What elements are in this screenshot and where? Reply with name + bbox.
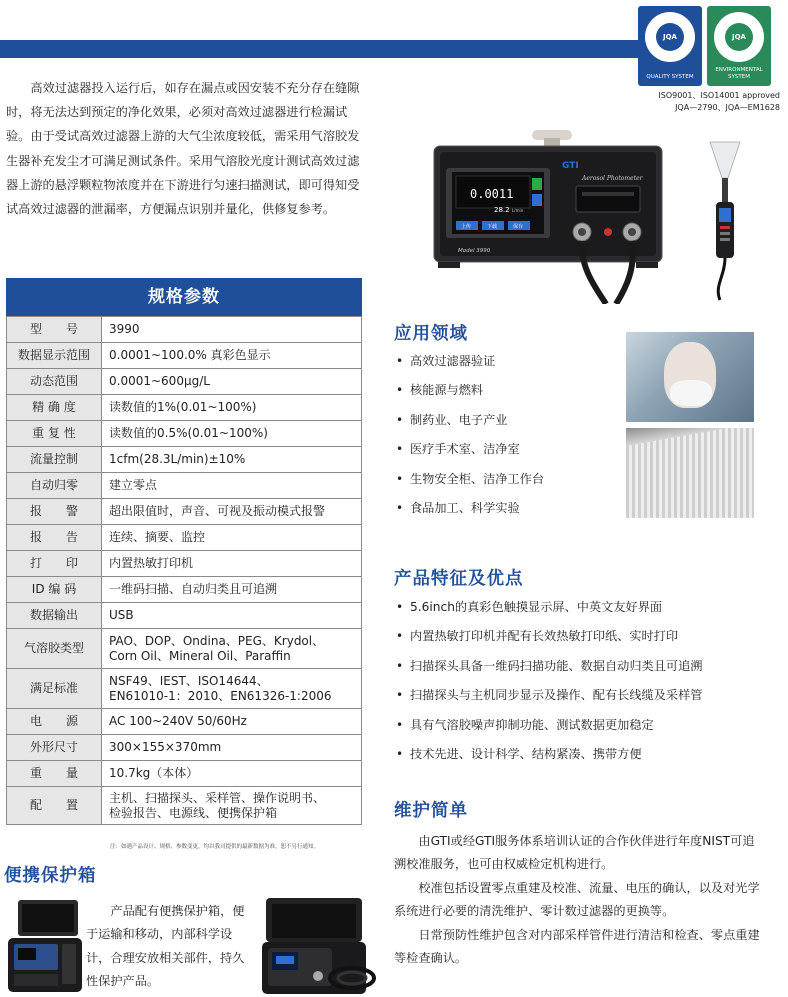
spec-row	[7, 603, 362, 629]
jqa-seal-icon: JQA	[714, 12, 764, 62]
svg-text:保存: 保存	[513, 224, 524, 230]
svg-text:上传: 上传	[461, 224, 472, 230]
cert-note-line1: ISO9001、ISO14001 approved	[658, 91, 780, 100]
spec-label: 外形尺寸	[7, 735, 102, 761]
spec-row	[7, 447, 362, 473]
maintenance-text	[394, 830, 760, 970]
spec-row	[7, 369, 362, 395]
spec-value: NSF49、IEST、ISO14644、 EN61010-1：2010、EN61326-1:2006	[102, 669, 362, 709]
spec-label: 配 置	[7, 787, 102, 825]
spec-label: 型 号	[7, 317, 102, 343]
case-description: 产品配有便携保护箱，便于运输和移动，内部科学设计，合理安放相关部件，持久性保护产品。	[86, 904, 245, 989]
spec-value: 一维码扫描、自动归类且可追溯	[102, 577, 362, 603]
features-item: • 5.6inch的真彩色触摸显示屏、中英文友好界面	[396, 598, 766, 627]
spec-row	[7, 317, 362, 343]
spec-row	[7, 787, 362, 825]
spec-label: 重 量	[7, 761, 102, 787]
spec-label: 电 源	[7, 709, 102, 735]
cert-note-line2: JQA—2790、JQA—EM1628	[675, 103, 780, 112]
spec-label: ID 编 码	[7, 577, 102, 603]
features-item: • 扫描探头与主机同步显示及操作、配有长线缆及采样管	[396, 686, 766, 715]
maintenance-paragraph-1: 由GTI或经GTI服务体系培训认证的合作伙伴进行年度NIST可追溯校准服务，也可由权威检定机构进行。	[394, 834, 755, 872]
spec-value: 读数值的1%(0.01~100%)	[102, 395, 362, 421]
spec-label: 动态范围	[7, 369, 102, 395]
spec-value: 超出限值时，声音、可视及振动模式报警	[102, 499, 362, 525]
spec-row	[7, 629, 362, 669]
scan-probe-image	[700, 140, 750, 302]
intro-paragraph: 高效过滤器投入运行后，如存在漏点或因安装不充分存在缝隙时，将无法达到预定的净化效果，必须对高效过滤器进行检漏试验。由于受试高效过滤器上游的大气尘浓度较低，需采用气溶胶发生器补充发尘才可满足测试条件。采用气溶胶光度计测试高效过滤器上游的悬浮颗粒物浓度并在下游进行匀速扫描测试，即可得知受试高效过滤器的泄漏率，方便漏点识别并量化，供修复参考。	[6, 81, 360, 217]
applications-item: • 医疗手术室、洁净室	[396, 440, 622, 469]
spec-table-section	[6, 278, 362, 840]
header-bar	[0, 40, 640, 58]
spec-row	[7, 525, 362, 551]
applications-item: • 食品加工、科学实验	[396, 499, 622, 528]
spec-row	[7, 421, 362, 447]
spec-value: USB	[102, 603, 362, 629]
spec-label: 流量控制	[7, 447, 102, 473]
screen-flow-unit: L/min	[512, 208, 524, 213]
features-item: • 内置热敏打印机并配有长效热敏打印纸、实时打印	[396, 627, 766, 656]
applications-item: • 核能源与燃料	[396, 381, 622, 410]
spec-label: 报 告	[7, 525, 102, 551]
spec-label: 数据输出	[7, 603, 102, 629]
features-item: • 具有气溶胶噪声抑制功能、测试数据更加稳定	[396, 716, 766, 745]
spec-label: 数据显示范围	[7, 343, 102, 369]
environmental-cert-label: ENVIRONMENTAL SYSTEM	[715, 67, 763, 80]
spec-row	[7, 343, 362, 369]
spec-row	[7, 499, 362, 525]
quality-cert-label: QUALITY SYSTEM	[646, 74, 694, 80]
spec-row	[7, 473, 362, 499]
spec-row	[7, 577, 362, 603]
spec-row	[7, 669, 362, 709]
device-panel-label: Aerosol Photometer	[582, 175, 643, 182]
spec-label: 自动归零	[7, 473, 102, 499]
cleanroom-worker-photo	[626, 332, 754, 422]
maintenance-paragraph-2: 校准包括设置零点重建及校准、流量、电压的确认，以及对光学系统进行必要的清洗维护、零计数过滤器的更换等。	[394, 880, 760, 919]
spec-value: 内置热敏打印机	[102, 551, 362, 577]
spec-row	[7, 761, 362, 787]
hepa-filter-photo	[626, 428, 754, 518]
screen-flow: 28.2	[494, 206, 510, 214]
applications-item: • 高效过滤器验证	[396, 352, 622, 381]
spec-row	[7, 395, 362, 421]
cert-note	[608, 90, 780, 114]
spec-row	[7, 735, 362, 761]
applications-item: • 生物安全柜、洁净工作台	[396, 470, 622, 499]
features-list	[396, 598, 766, 774]
features-title: 产品特征及优点	[394, 569, 524, 589]
spec-table-title: 规格参数	[6, 278, 362, 316]
case-title: 便携保护箱	[4, 866, 97, 886]
spec-value: 主机、扫描探头、采样管、操作说明书、 检验报告、电源线、便携保护箱	[102, 787, 362, 825]
maintenance-title: 维护简单	[394, 801, 468, 821]
aerosol-photometer-image	[430, 128, 666, 304]
spec-label: 重 复 性	[7, 421, 102, 447]
spec-label: 打 印	[7, 551, 102, 577]
spec-value: 连续、摘要、监控	[102, 525, 362, 551]
device-model-label: Model 3990	[458, 248, 491, 254]
applications-title: 应用领域	[394, 324, 468, 344]
screen-reading: 0.0011	[470, 187, 514, 201]
spec-value: 3990	[102, 317, 362, 343]
applications-item: • 制药业、电子产业	[396, 411, 622, 440]
carry-case-image	[4, 898, 84, 993]
spec-value: 0.0001~100.0% 真彩色显示	[102, 343, 362, 369]
jqa-seal-icon: JQA	[645, 12, 695, 62]
spec-label: 满足标准	[7, 669, 102, 709]
spec-row	[7, 551, 362, 577]
spec-footnote: 注：如遇产品设计、规格、参数变更，均以我司提供的最新数据为准，恕不另行通知。	[110, 844, 320, 850]
device-in-case-image	[260, 896, 386, 996]
spec-label: 报 警	[7, 499, 102, 525]
svg-text:下载: 下载	[487, 224, 498, 230]
spec-value: 1cfm(28.3L/min)±10%	[102, 447, 362, 473]
spec-value: 0.0001~600μg/L	[102, 369, 362, 395]
maintenance-paragraph-3: 日常预防性维护包含对内部采样管件进行清洁和检查、零点重建等检查确认。	[394, 927, 760, 966]
environmental-cert-badge	[707, 6, 771, 86]
spec-row	[7, 709, 362, 735]
spec-label: 气溶胶类型	[7, 629, 102, 669]
spec-value: PAO、DOP、Ondina、PEG、Krydol、 Corn Oil、Mineral Oil、Paraffin	[102, 629, 362, 669]
spec-value: 300×155×370mm	[102, 735, 362, 761]
device-brand-logo: GTI	[562, 161, 579, 171]
applications-list	[396, 352, 622, 528]
quality-cert-badge	[638, 6, 702, 86]
spec-value: 读数值的0.5%(0.01~100%)	[102, 421, 362, 447]
features-item: • 扫描探头具备一维码扫描功能、数据自动归类且可追溯	[396, 657, 766, 686]
spec-value: 建立零点	[102, 473, 362, 499]
spec-value: 10.7kg（本体）	[102, 761, 362, 787]
spec-table	[6, 316, 362, 825]
features-item: • 技术先进、设计科学、结构紧凑、携带方便	[396, 745, 766, 774]
spec-value: AC 100~240V 50/60Hz	[102, 709, 362, 735]
spec-label: 精 确 度	[7, 395, 102, 421]
